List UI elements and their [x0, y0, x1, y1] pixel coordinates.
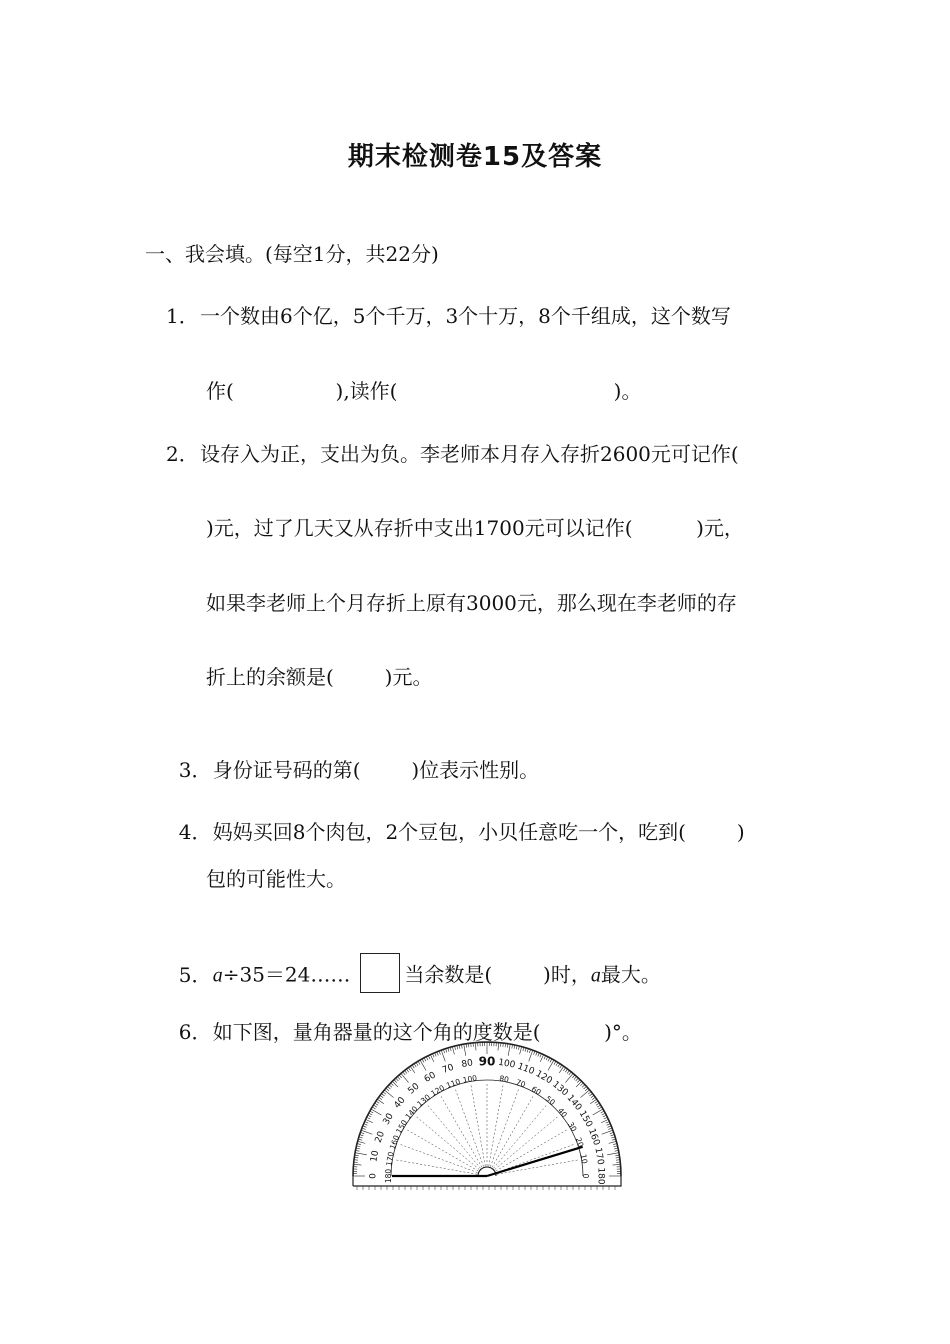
protractor-tick: [603, 1115, 607, 1117]
protractor-radial-line: [396, 1160, 479, 1175]
protractor-tick: [556, 1062, 558, 1065]
variable-a: a: [590, 964, 601, 987]
question-text: 当余数是( )时，: [404, 962, 591, 987]
protractor-tick: [588, 1092, 591, 1095]
protractor-tick: [577, 1080, 580, 1083]
protractor-tick: [464, 1044, 466, 1056]
protractor-tick: [558, 1064, 560, 1067]
protractor-tick: [420, 1060, 426, 1070]
protractor-outer-label: 30: [381, 1111, 396, 1127]
protractor-tick: [560, 1065, 562, 1068]
protractor-inner-label: 40: [555, 1106, 569, 1120]
protractor-outer-label: 180: [595, 1167, 606, 1185]
protractor-inner-label: 0: [581, 1173, 590, 1179]
protractor-tick: [416, 1062, 418, 1065]
protractor-tick: [607, 1153, 619, 1155]
question-2-line-4: 折上的余额是( )元。: [206, 665, 433, 689]
protractor-tick: [576, 1078, 579, 1081]
protractor-tick: [361, 1130, 372, 1134]
angle-second-arm: [487, 1147, 583, 1176]
protractor-tick: [358, 1141, 366, 1143]
question-text: 身份证号码的第( )位表示性别。: [212, 758, 540, 782]
protractor-inner-label: 60: [529, 1084, 543, 1097]
variable-a: a: [212, 964, 223, 987]
protractor-tick: [405, 1070, 407, 1073]
protractor-outer-label: 70: [441, 1062, 456, 1077]
protractor-outer-label: 160: [586, 1127, 602, 1147]
protractor-outer-label: 140: [564, 1093, 584, 1113]
protractor-radial-line: [495, 1160, 578, 1175]
protractor-radial-line: [428, 1106, 482, 1170]
protractor-outer-label: 80: [460, 1058, 474, 1071]
remainder-box: [360, 953, 400, 993]
protractor-tick: [585, 1088, 588, 1091]
protractor-tick: [380, 1095, 383, 1097]
protractor-tick: [412, 1065, 414, 1068]
protractor-tick: [569, 1072, 572, 1075]
protractor-tick: [593, 1109, 603, 1115]
question-text-end: 最大。: [600, 962, 661, 987]
protractor-outer-label: 120: [533, 1069, 554, 1087]
protractor-tick: [422, 1059, 424, 1062]
division-expression: ÷35＝24……: [222, 962, 351, 987]
question-4-line-1: [166, 790, 745, 846]
protractor-radial-line: [417, 1117, 481, 1171]
protractor-tick: [441, 1050, 445, 1061]
protractor-tick: [590, 1099, 597, 1104]
question-1-line-1: [166, 302, 731, 330]
protractor-radial-line: [407, 1130, 480, 1172]
protractor-tick: [452, 1047, 454, 1055]
protractor-tick: [396, 1078, 399, 1081]
protractor-tick: [370, 1111, 373, 1113]
protractor-tick: [584, 1086, 587, 1089]
protractor-tick: [379, 1097, 382, 1099]
protractor-base: [353, 1173, 621, 1186]
protractor-inner-label: 80: [498, 1073, 510, 1085]
protractor-center-label: 90: [478, 1054, 496, 1069]
protractor-tick: [372, 1107, 375, 1109]
protractor-outer-label: 10: [369, 1149, 382, 1163]
protractor-tick: [354, 1164, 362, 1165]
question-number: 6．: [178, 1020, 212, 1044]
protractor-tick: [597, 1105, 600, 1107]
protractor-inner-label: 150: [394, 1118, 410, 1136]
protractor-tick: [563, 1068, 565, 1071]
protractor-inner-label: 110: [445, 1076, 462, 1091]
protractor-tick: [602, 1130, 613, 1134]
protractor-outer-label: 50: [406, 1081, 422, 1097]
protractor-tick: [377, 1099, 384, 1104]
protractor-tick: [598, 1107, 601, 1109]
protractor-outer-label: 60: [422, 1070, 438, 1085]
protractor-tick: [386, 1088, 389, 1091]
protractor-tick: [606, 1121, 610, 1123]
protractor-outer-label: 170: [592, 1146, 606, 1166]
question-number: 1．: [166, 304, 199, 328]
protractor-inner-label: 130: [415, 1092, 433, 1109]
protractor-inner-label: 160: [387, 1134, 402, 1151]
protractor-tick: [426, 1057, 428, 1061]
protractor-radial-line: [493, 1117, 557, 1171]
protractor-tick: [399, 1075, 402, 1078]
protractor-inner-label: 30: [566, 1120, 579, 1134]
protractor-tick: [376, 1101, 379, 1103]
question-number: 3．: [178, 758, 212, 782]
protractor-outer-label: 0: [368, 1173, 379, 1179]
protractor-tick: [392, 1081, 398, 1087]
question-text: 妈妈买回8个肉包，2个豆包，小贝任意吃一个，吃到( ): [212, 820, 745, 844]
protractor-tick: [572, 1075, 575, 1078]
protractor-radial-line: [441, 1096, 483, 1169]
protractor-tick: [365, 1121, 369, 1123]
protractor-tick: [498, 1043, 499, 1051]
protractor-outer-label: 150: [576, 1109, 594, 1130]
protractor-tick: [369, 1113, 373, 1115]
protractor-tick: [609, 1141, 617, 1143]
protractor-tick: [576, 1081, 582, 1087]
protractor-tick: [602, 1113, 606, 1115]
protractor-tick: [548, 1060, 554, 1070]
protractor-tick: [559, 1066, 564, 1073]
protractor-tick: [418, 1061, 420, 1064]
protractor-tick: [613, 1164, 621, 1165]
protractor-inner-label: 70: [514, 1077, 527, 1090]
protractor-tick: [381, 1094, 384, 1096]
protractor-tick: [508, 1044, 510, 1056]
section-heading: 一、我会填。(每空1分，共22分): [145, 242, 439, 266]
protractor-tick: [373, 1105, 376, 1107]
question-5: [166, 928, 661, 996]
question-text: 设存入为正，支出为负。李老师本月存入存折2600元可记作(: [200, 442, 739, 466]
protractor-tick: [371, 1109, 381, 1115]
protractor-tick: [595, 1101, 598, 1103]
protractor-figure: [346, 1038, 628, 1194]
question-text: 一个数由6个亿，5个千万，3个十万，8个千组成，这个数写: [200, 304, 731, 328]
protractor-tick: [604, 1117, 608, 1119]
protractor-tick: [410, 1066, 415, 1073]
protractor-tick: [397, 1076, 400, 1079]
question-2-line-1: [166, 440, 739, 468]
page-title: 期末检测卷15及答案: [347, 142, 603, 172]
protractor-tick: [589, 1094, 592, 1096]
question-text: 如下图，量角器量的这个角的度数是( )°。: [212, 1020, 642, 1044]
protractor-tick: [591, 1095, 594, 1097]
protractor-tick: [592, 1097, 595, 1099]
protractor-tick: [475, 1043, 476, 1051]
protractor-tick: [403, 1072, 406, 1075]
protractor-tick: [546, 1057, 548, 1061]
protractor-tick: [355, 1153, 367, 1155]
protractor-tick: [367, 1117, 371, 1119]
question-2-line-2: )元，过了几天又从存折中支出1700元可以记作( )元，: [206, 516, 744, 540]
protractor-tick: [581, 1083, 584, 1086]
protractor-tick: [387, 1086, 390, 1089]
protractor-tick: [601, 1111, 604, 1113]
protractor-tick: [550, 1059, 552, 1062]
protractor-inner-label: 170: [384, 1151, 396, 1167]
protractor-tick: [368, 1115, 372, 1117]
protractor-inner-label: 20: [573, 1136, 586, 1149]
protractor-tick: [548, 1058, 550, 1062]
question-3: [166, 728, 539, 784]
protractor-radial-line: [494, 1130, 567, 1172]
protractor-outer-label: 40: [392, 1095, 408, 1111]
protractor-tick: [394, 1080, 397, 1083]
question-2-line-3: 如果李老师上个月存折上原有3000元，那么现在李老师的存: [206, 591, 737, 615]
protractor-tick: [383, 1092, 386, 1095]
protractor-tick: [406, 1069, 408, 1072]
question-4-line-2: 包的可能性大。: [206, 867, 346, 891]
protractor-outer-label: 20: [373, 1130, 388, 1145]
protractor-tick: [574, 1076, 577, 1079]
protractor-tick: [582, 1085, 585, 1088]
protractor-inner-label: 10: [578, 1153, 590, 1165]
protractor-radial-line: [491, 1096, 533, 1169]
protractor-inner-label: 50: [543, 1094, 557, 1108]
protractor-tick: [567, 1070, 569, 1073]
protractor-tick: [428, 1056, 430, 1060]
protractor-tick: [375, 1103, 378, 1105]
protractor-tick: [529, 1050, 533, 1061]
protractor-inner-label: 180: [384, 1168, 393, 1184]
question-number: 2．: [166, 442, 199, 466]
protractor-tick: [424, 1058, 426, 1062]
protractor-radial-line: [488, 1085, 503, 1168]
protractor-outer-label: 100: [497, 1057, 517, 1071]
protractor-inner-label: 100: [462, 1073, 478, 1085]
protractor-tick: [596, 1103, 599, 1105]
protractor-tick: [544, 1056, 546, 1060]
question-1-line-2: 作( ),读作( )。: [206, 379, 642, 403]
question-number: 4．: [178, 820, 212, 844]
protractor-tick: [389, 1085, 392, 1088]
protractor-inner-label: 140: [403, 1104, 420, 1122]
protractor-outer-label: 110: [516, 1061, 536, 1077]
protractor-tick: [408, 1068, 410, 1071]
protractor-tick: [520, 1047, 522, 1055]
protractor-radial-line: [471, 1085, 486, 1168]
protractor-tick: [391, 1083, 394, 1086]
protractor-tick: [565, 1069, 567, 1072]
protractor-tick: [554, 1061, 556, 1064]
protractor-outer-label: 130: [550, 1079, 570, 1099]
protractor-tick: [414, 1064, 416, 1067]
question-number: 5．: [178, 962, 212, 987]
protractor-inner-label: 120: [429, 1083, 447, 1099]
